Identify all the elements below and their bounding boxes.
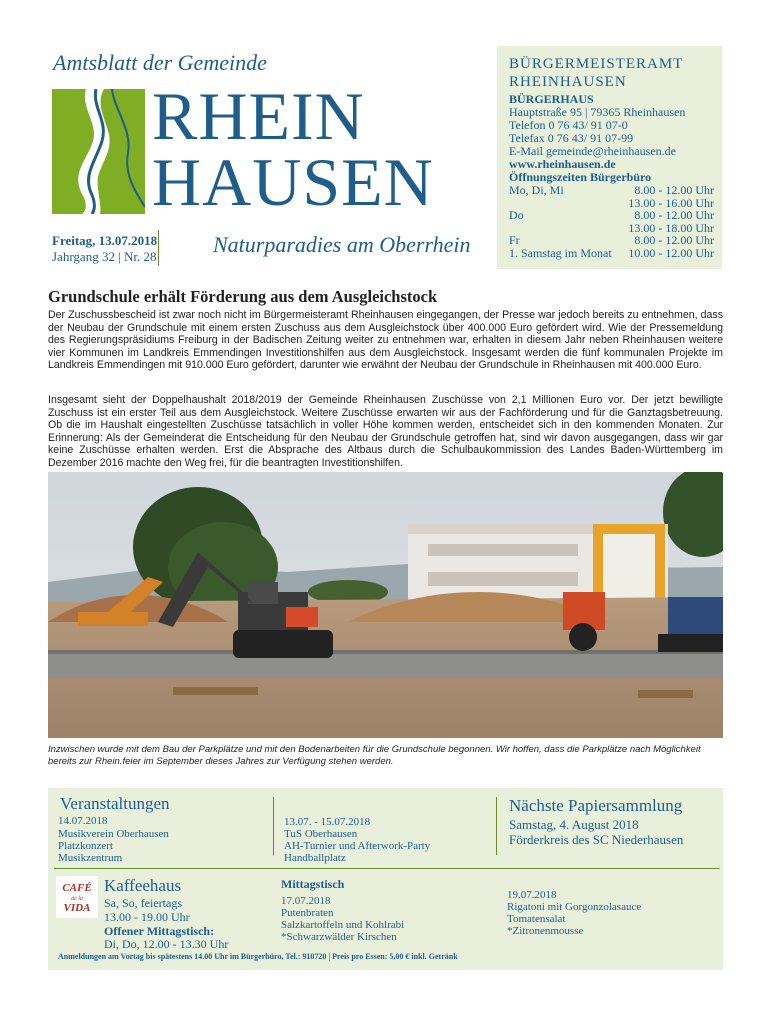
contact-email[interactable]: E-Mail gemeinde@rheinhausen.de <box>509 144 676 158</box>
cafe-hours: 13.00 - 19.00 Uhr <box>104 910 190 924</box>
lunch-dessert: *Zitronenmousse <box>507 925 584 937</box>
cafe-lunch-label: Offener Mittagstisch: <box>104 924 215 938</box>
title-hausen: HAUSEN <box>152 144 434 220</box>
contact-fax: Telefax 0 76 43/ 91 07-99 <box>509 131 634 145</box>
hours-time: 13.00 - 16.00 Uhr <box>628 195 714 210</box>
lunch-registration-note: Anmeldungen am Vortag bis spätestens 14.00 Uhr im Bürgerbüro, Tel.: 910720 | Preis pro Essen: 5,00 € inkl. Getränk <box>58 952 458 961</box>
article-paragraph: Insgesamt sieht der Doppelhaushalt 2018/2019 der Gemeinde Rheinhausen Zuschüsse von 2,1 Millionen Euro vor. Der jetzt bewilligte Zuschuss ist ein erster Teil aus dem Ausgleichstock. Weitere Zuschüsse erwarten wir aus der Fachförderung und für die Ganztagsbetreuung. Ob die im Haushalt eingestellten Zuschüsse tatsächlich in voller Höhe kommen werden, entscheidet sich in den kommenden Monaten. Zur Erinnerung: Als der Gemeinderat die Entscheidung für den Neubau der Grundschule getroffen hat, sind wir davon ausgegangen, dass wir gar keine Zuschüsse erhalten werden. Erst die Absprache des Altbaus durch die Schulbaukommission des Landes Baden-Württemberg im Dezember 2016 machte den Weg frei, für die beantragten Investitionshilfen. <box>48 394 723 469</box>
hours-day: Mo, Di, Mi <box>509 183 564 197</box>
events-title: Veranstaltungen <box>60 794 170 813</box>
cafe-lunch-hours: Di, Do, 12.00 - 13.30 Uhr <box>104 937 229 951</box>
lunch-main: Putenbraten <box>281 907 334 919</box>
hours-time: 8.00 - 12.00 Uhr <box>634 183 714 197</box>
paper-collection-organizer: Förderkreis des SC Niederhausen <box>509 832 684 847</box>
hours-title: Öffnungszeiten Bürgerbüro <box>509 170 652 184</box>
hours-time: 13.00 - 18.00 Uhr <box>628 220 714 235</box>
cafe-logo-text: de la <box>71 896 83 902</box>
slogan: Naturparadies am Oberrhein <box>213 232 471 257</box>
hours-day: Do <box>509 208 524 222</box>
divider <box>273 797 274 855</box>
paper-collection-date: Samstag, 4. August 2018 <box>509 817 639 832</box>
river-logo-graphic <box>52 89 145 214</box>
article-headline: Grundschule erhält Förderung aus dem Ausgleichstock <box>48 287 438 306</box>
cafe-logo-text: VIDA <box>63 902 91 914</box>
cafe-logo <box>56 876 98 918</box>
contact-title-line1: BÜRGERMEISTERAMT <box>509 56 684 72</box>
construction-scene-graphic <box>48 472 723 738</box>
divider <box>54 868 719 869</box>
issue-number: Jahrgang 32 | Nr. 28 <box>52 249 157 264</box>
hours-day: 1. Samstag im Monat <box>509 245 612 260</box>
hours-time: 8.00 - 12.00 Uhr <box>634 208 714 222</box>
event-organizer: TuS Oberhausen <box>284 828 358 840</box>
event-location: Musikzentrum <box>58 852 123 864</box>
cafe-title: Kaffeehaus <box>104 876 182 895</box>
lunch-dessert: *Schwarzwälder Kirschen <box>281 931 397 943</box>
lunch-date: 19.07.2018 <box>507 889 557 901</box>
event-location: Handballplatz <box>284 852 346 864</box>
lunch-main: Rigatoni mit Gorgonzolasauce <box>507 901 642 913</box>
cafe-logo-graphic <box>56 876 98 918</box>
title-rhein: RHEIN <box>152 78 365 154</box>
masthead-label: Amtsblatt der Gemeinde <box>53 50 267 75</box>
municipality-logo <box>52 89 145 214</box>
contact-website[interactable]: www.rheinhausen.de <box>509 157 616 171</box>
hours-time: 8.00 - 12.00 Uhr <box>634 233 714 247</box>
cafe-days: Sa, So, feiertags <box>104 896 182 910</box>
hours-time: 10.00 - 12.00 Uhr <box>628 245 714 260</box>
lunch-title: Mittagstisch <box>281 877 345 891</box>
event-date: 14.07.2018 <box>58 815 108 827</box>
hours-day: Fr <box>509 233 520 247</box>
event-organizer: Musikverein Oberhausen <box>58 828 169 840</box>
article-paragraph: Der Zuschussbescheid ist zwar noch nicht im Bürgermeisteramt Rheinhausen eingegangen, der Presse war jedoch bereits zu entnehmen, dass der Neubau der Grundschule mit einem ersten Zuschuss aus dem Ausgleichstock über 400.000 Euro gefördert wird. Wie der Pressemeldung des Regierungspräsidiums Freiburg in der Badischen Zeitung weiter zu entnehmen war, erhalten in diesem Jahr neben Rheinhausen weitere vier Kommunen im Landkreis Emmendingen Investitionshilfen aus dem Ausgleichstock. Insgesamt werden die fünf kommunalen Projekte im Landkreis Emmendingen mit 910.000 Euro gefördert, darunter wie erwähnt der Neubau der Grundschule in Rheinhausen mit 400.000 Euro. <box>48 309 723 372</box>
contact-address: Hauptstraße 95 | 79365 Rheinhausen <box>509 105 686 119</box>
contact-panel <box>497 46 722 269</box>
issue-date: Freitag, 13.07.2018 <box>52 233 158 248</box>
lunch-side: Salzkartoffeln und Kohlrabi <box>281 919 405 931</box>
contact-phone: Telefon 0 76 43/ 91 07-0 <box>509 118 628 132</box>
photo-caption: Inzwischen wurde mit dem Bau der Parkplätze und mit den Bodenarbeiten für die Grundschule begonnen. Wir hoffen, dass die Parkplätze nach Möglichkeit bereits zur Rhein.feier im September dieses Jahres zur Verfügung stehen werden. <box>48 744 701 767</box>
contact-title-line2: RHEINHAUSEN <box>509 74 627 90</box>
divider <box>496 797 497 855</box>
event-date: 13.07. - 15.07.2018 <box>284 816 371 828</box>
lunch-side: Tomatensalat <box>507 913 566 925</box>
construction-site-photo <box>48 472 723 738</box>
paper-collection-title: Nächste Papiersammlung <box>509 796 683 815</box>
event-name: Platzkonzert <box>58 840 113 852</box>
event-name: AH-Turnier und Afterwork-Party <box>284 840 431 852</box>
lunch-date: 17.07.2018 <box>281 895 331 907</box>
cafe-logo-text: CAFÉ <box>62 882 92 894</box>
contact-subtitle: BÜRGERHAUS <box>509 92 594 106</box>
